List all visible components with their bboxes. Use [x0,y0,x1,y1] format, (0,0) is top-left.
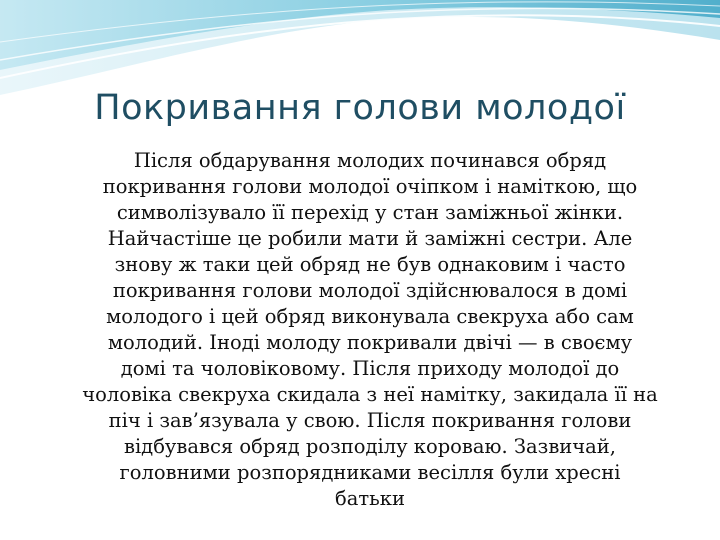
body-line: головними розпорядниками весілля були хресні [119,461,621,484]
body-line: батьки [335,487,405,510]
body-line: піч і зав’язувала у свою. Після покривання голови [108,409,632,432]
body-line: відбувався обряд розподілу короваю. Зазвичай, [123,435,617,458]
body-line: знову ж таки цей обряд не був однаковим і часто [114,253,626,276]
slide-title: Покривання голови молодої [94,88,626,128]
body-line: покривання голови молодої очіпком і наміткою, що [102,175,638,198]
body-line: символізувало її перехід у стан заміжньої жінки. [116,201,624,224]
body-line: молодого і цей обряд виконувала свекруха або сам [106,305,634,328]
slide-body [60,148,680,512]
body-line: Після обдарування молодих починався обряд [133,149,607,172]
body-line: покривання голови молодої здійснювалося в домі [112,279,628,302]
body-line: чоловіка свекруха скидала з неї намітку, закидала її на [82,383,658,406]
body-line: молодий. Іноді молоду покривали двічі — в своєму [107,331,633,354]
body-line: Найчастіше це робили мати й заміжні сестри. Але [107,227,633,250]
body-line: домі та чоловіковому. Після приходу молодої до [120,357,620,380]
